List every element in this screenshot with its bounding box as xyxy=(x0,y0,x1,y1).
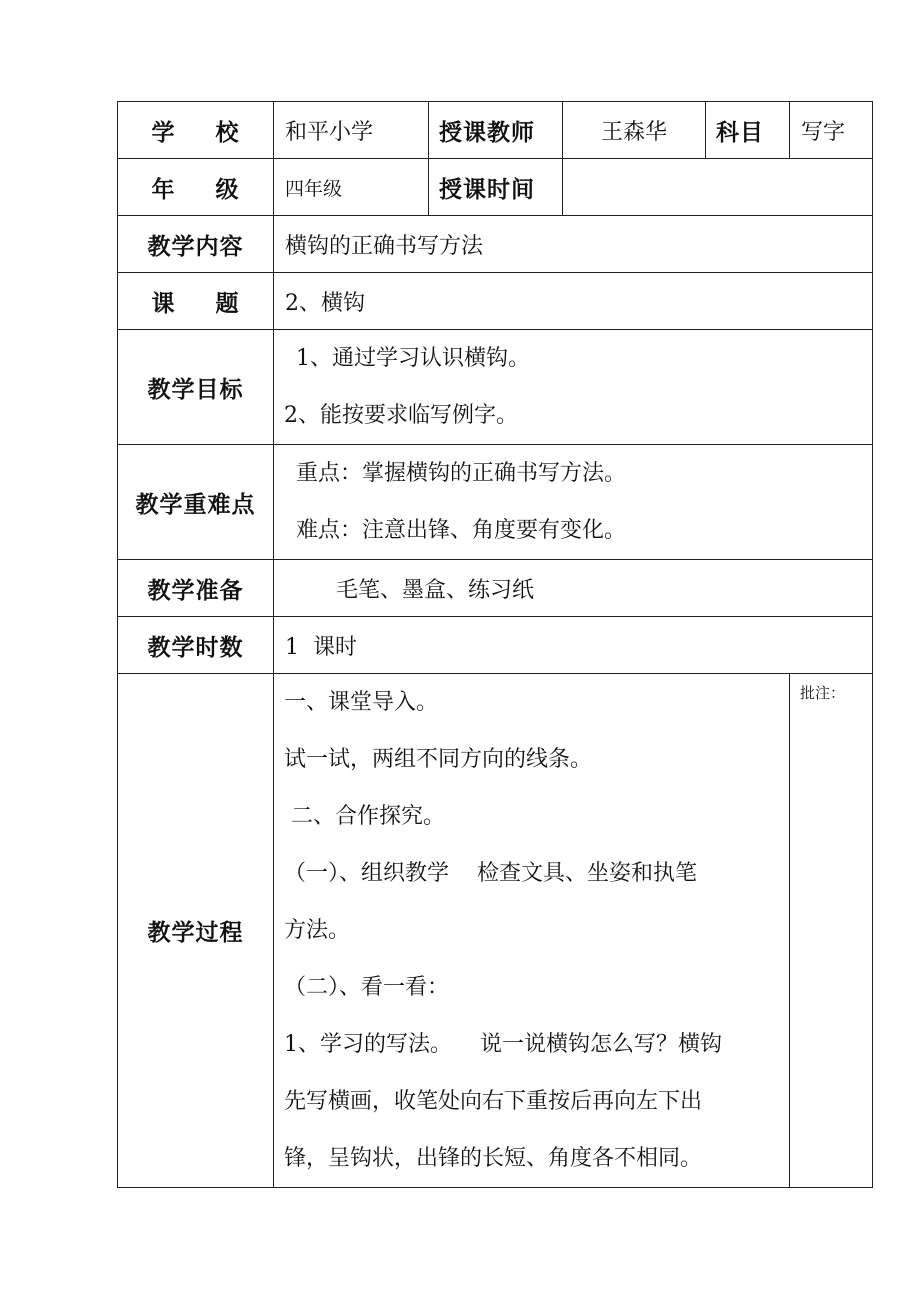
row-grade xyxy=(118,159,873,216)
process-line-4: （一）、组织教学 检查文具、坐姿和执笔 xyxy=(284,861,697,886)
grade-label: 年 级 xyxy=(118,159,274,216)
process-line-5: 方法。 xyxy=(284,918,351,943)
lesson-plan-table xyxy=(117,101,873,1188)
teacher-value: 王森华 xyxy=(563,102,706,159)
content-value: 横钩的正确书写方法 xyxy=(274,216,873,273)
process-line-9: 锋，呈钩状，出锋的长短、角度各不相同。 xyxy=(284,1146,703,1171)
annotation-cell: 批注： xyxy=(790,674,873,1188)
focus-cell xyxy=(274,445,873,560)
goals-label: 教学目标 xyxy=(118,330,274,445)
row-prep xyxy=(118,560,873,617)
topic-value: 2、横钩 xyxy=(274,273,873,330)
process-line-7: 1、学习的写法。 说一说横钩怎么写？横钩 xyxy=(284,1032,722,1057)
process-label: 教学过程 xyxy=(118,674,274,1188)
prep-value: 毛笔、墨盒、练习纸 xyxy=(274,560,873,617)
process-line-3: 二、合作探究。 xyxy=(284,804,445,829)
row-content xyxy=(118,216,873,273)
focus-label: 教学重难点 xyxy=(118,445,274,560)
goals-cell xyxy=(274,330,873,445)
row-focus xyxy=(118,445,873,560)
goal-line-2: 2、能按要求临写例字。 xyxy=(284,403,518,428)
row-hours xyxy=(118,617,873,674)
row-school xyxy=(118,102,873,159)
content-label: 教学内容 xyxy=(118,216,274,273)
focus-line-1: 重点：掌握横钩的正确书写方法。 xyxy=(296,461,627,486)
process-line-1: 一、课堂导入。 xyxy=(284,690,439,715)
subject-label: 科目 xyxy=(706,102,790,159)
subject-value: 写字 xyxy=(790,102,873,159)
time-label: 授课时间 xyxy=(429,159,563,216)
prep-label: 教学准备 xyxy=(118,560,274,617)
row-topic xyxy=(118,273,873,330)
process-line-8: 先写横画，收笔处向右下重按后再向左下出 xyxy=(284,1089,703,1114)
school-value: 和平小学 xyxy=(274,102,429,159)
topic-label: 课 题 xyxy=(118,273,274,330)
focus-line-2: 难点：注意出锋、角度要有变化。 xyxy=(296,518,627,543)
hours-value: 1 课时 xyxy=(274,617,873,674)
process-cell xyxy=(274,674,790,1188)
hours-label: 教学时数 xyxy=(118,617,274,674)
process-line-6: （二）、看一看： xyxy=(284,975,450,1000)
row-process xyxy=(118,674,873,1188)
row-goals xyxy=(118,330,873,445)
teacher-label: 授课教师 xyxy=(429,102,563,159)
grade-value: 四年级 xyxy=(274,159,429,216)
process-line-2: 试一试，两组不同方向的线条。 xyxy=(284,747,593,772)
school-label: 学 校 xyxy=(118,102,274,159)
time-value xyxy=(563,159,873,216)
goal-line-1: 1、通过学习认识横钩。 xyxy=(296,346,530,371)
